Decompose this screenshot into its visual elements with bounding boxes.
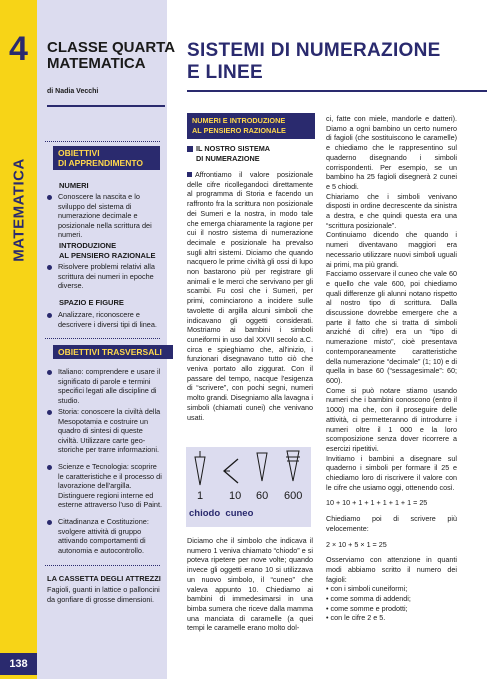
intro-item: Risolvere problemi relativi alla scrittura dei numeri in epoche diverse. bbox=[58, 262, 155, 291]
class-title bbox=[47, 40, 177, 72]
figure-number: 10 bbox=[229, 490, 242, 502]
intro-heading bbox=[59, 241, 156, 261]
objectives-heading-line1: OBIETTIVI bbox=[58, 148, 100, 158]
figure-labels bbox=[189, 508, 253, 519]
list-item: • con le cifre 2 e 5. bbox=[326, 613, 386, 623]
page-number: 138 bbox=[0, 653, 37, 675]
paragraph: Continuiamo dicendo che quando i numeri diventavano maggiori era necessario utilizzare nuovi simboli uguali ai primi, ma più grandi. bbox=[326, 230, 457, 269]
bullet-icon bbox=[47, 465, 52, 470]
trasversali-heading: OBIETTIVI TRASVERSALI bbox=[53, 345, 173, 359]
main-title-line2: E LINEE bbox=[187, 62, 264, 83]
chapter-number: 4 bbox=[9, 30, 28, 68]
numeri-heading: NUMERI bbox=[59, 181, 89, 190]
section-box bbox=[187, 113, 315, 139]
paragraph: ci, fatte con miele, mandorle e datteri). Diamo a ogni bambino un certo numero di fagioli (che sostituiscono le caramelle) e chiediamo che le rappresentino sul quaderno disegnando i simboli corrispondenti. Per esempio, se un bambino ha 25 fagioli disegnerà 2 cunei e 5 chiodi. bbox=[326, 114, 457, 191]
bullet-icon bbox=[47, 195, 52, 200]
header-rule-right bbox=[187, 90, 487, 92]
chiodo-icon bbox=[195, 457, 205, 485]
main-title-line1: SISTEMI DI NUMERAZIONE bbox=[187, 40, 441, 61]
chiodo-label: chiodo bbox=[189, 508, 221, 519]
figure-number: 60 bbox=[256, 490, 269, 502]
side-strip-yellow bbox=[0, 0, 37, 679]
spazio-heading: SPAZIO E FIGURE bbox=[59, 298, 124, 307]
body-text-2: Diciamo che il simbolo che indicava il numero 1 veniva chiamato “chiodo” e si poteva ripetere per nove volte; quando invece gli oggetti erano 10 si utilizzava un nuovo simbolo, il “cuneo” che valeva appunto 10. Chiediamo ai bambini di immedesimarsi in una bimba sumera che riceve dalla mamma una manciata di caramelle (a quei tempi le caramelle erano molto dol- bbox=[187, 536, 313, 633]
trasversali-item: Italiano: comprendere e usare il significato di parole e termini specifici legati alle discipline di studio. bbox=[58, 367, 161, 405]
bullet-icon bbox=[47, 370, 52, 375]
bullet-icon bbox=[47, 410, 52, 415]
paragraph: Osserviamo con attenzione in quanti modi abbiamo scritto il numero dei fagioli: bbox=[326, 555, 457, 584]
author: di Nadia Vecchi bbox=[47, 88, 99, 95]
trasversali-item: Storia: conoscere la civiltà della Mesopotamia e costruire un quadro di sintesi di queste civiltà. Utilizzare carte geo-storiche per trarre informazioni. bbox=[58, 407, 161, 455]
divider bbox=[45, 141, 160, 142]
bullet-icon bbox=[47, 313, 52, 318]
paragraph: Come si può notare stiamo usando numeri che i bambini conoscono (entro il 1000) ma che, con il proseguire delle attività, ci permetteranno di introdurre i numeri oltre il 1 000 e la loro scomposizione senza dover ricorrere a esercizi ripetitivi. bbox=[326, 385, 457, 453]
side-label bbox=[2, 150, 36, 270]
figure-number: 600 bbox=[284, 490, 303, 502]
spazio-item: Analizzare, riconoscere e descrivere i diversi tipi di linea. bbox=[58, 310, 157, 329]
square-bullet-icon bbox=[187, 146, 193, 152]
trasversali-item: Scienze e Tecnologia: scoprire le caratteristiche e il processo di lavorazione dell'argilla. Distinguere regioni interne ed esterne attraverso l'uso di Paint. bbox=[58, 462, 163, 510]
body-text bbox=[187, 170, 313, 422]
numeri-item: Conoscere la nascita e lo sviluppo del sistema di numerazione decimale e posizionale nella scrittura dei numeri. bbox=[58, 192, 152, 240]
body-paragraph: Affrontiamo il valore posizionale delle cifre ricollegandoci direttamente al programma di Storia e facendo un raffronto fra la scrittura non posizionale dei Sumeri e la nostra, in modo tale che emerga chiaramente la ragione per cui il nostro sistema di numerazione decimale e posizionale ha prevalso sugli altri sistemi. Diciamo che quando nacquero le prime civiltà gli ossi di lupo non bastarono più per registrare gli animali e le merci che servivano per gli scambi. Fu così che i Sumeri, per primi, cominciarono a incidere sulle tavolette di argilla alcuni simboli che indicavano gli oggetti considerati. Mostriamo ai bambini i simboli cuneiformi in uso dal XXVII secolo a.C. circa e spieghiamo che, all'inizio, i funzionari disegnavano tutto ciò che veniva portato allo ziggurat. Con il passare del tempo, nacque l'esigenza di “scrivere”, con pochi segni, numeri molto grandi. Disegniamo alla lavagna i simboli (chiamati cunei) che venivano usati. bbox=[187, 170, 313, 422]
tools-text: Fagioli, guanti in lattice o palloncini da gonfiare di grosse dimensioni. bbox=[47, 585, 160, 604]
objectives-heading bbox=[53, 146, 160, 170]
large-chiodo-icon bbox=[257, 453, 267, 481]
paragraph: Invitiamo i bambini a disegnare sul quaderno i simboli per formare il 25 e chiediamo loro di riscrivere il valore con le cifre che usiamo oggi, ottenendo così. bbox=[326, 453, 457, 492]
tools-heading: LA CASSETTA DEGLI ATTREZZI bbox=[47, 574, 161, 583]
large-cuneo-icon bbox=[287, 451, 299, 481]
section-box-line2: AL PENSIERO RAZIONALE bbox=[192, 126, 286, 135]
trasversali-item: Cittadinanza e Costituzione: svolgere attività di gruppo attivando comportamenti di autonomia e autocontrollo. bbox=[58, 517, 149, 555]
intro-heading-line1: INTRODUZIONE bbox=[59, 241, 117, 250]
intro-heading-line2: AL PENSIERO RAZIONALE bbox=[59, 251, 156, 260]
side-label-text: MATEMATICA bbox=[10, 158, 28, 262]
section-heading bbox=[196, 144, 270, 163]
divider bbox=[45, 338, 160, 339]
section-heading-line1: IL NOSTRO SISTEMA bbox=[196, 144, 271, 153]
class-title-line2: MATEMATICA bbox=[47, 55, 146, 72]
section-heading-line2: DI NUMERAZIONE bbox=[196, 153, 260, 163]
objectives-heading-line2: DI APPRENDIMENTO bbox=[58, 158, 144, 168]
header-rule-left bbox=[47, 105, 165, 107]
equation: 10 + 10 + 1 + 1 + 1 + 1 + 1 = 25 bbox=[326, 498, 428, 508]
cuneo-label: cuneo bbox=[225, 508, 254, 519]
bullet-icon bbox=[47, 265, 52, 270]
right-column bbox=[326, 114, 457, 623]
list-item: • con i simboli cuneiformi; bbox=[326, 584, 408, 594]
equation: 2 × 10 + 5 × 1 = 25 bbox=[326, 539, 387, 549]
list-item: • come somme e prodotti; bbox=[326, 603, 408, 613]
list-item: • come somma di addendi; bbox=[326, 594, 411, 604]
bullet-icon bbox=[47, 520, 52, 525]
paragraph: Chiariamo che i simboli venivano disposti in ordine decrescente da sinistra a destra, e che quindi questa era una “scrittura posizionale”. bbox=[326, 191, 457, 230]
square-bullet-icon bbox=[187, 172, 192, 177]
class-title-line1: CLASSE QUARTA bbox=[47, 39, 176, 56]
paragraph: Facciamo osservare il cuneo che vale 60 e quello che vale 600, poi chiediamo quali differenze gli alunni notano rispetto al nostro tipo di scrittura. Dalla discussione dovrebbe emergere che a parte il fatto che si tratta di simboli anziché di cifre) era un “tipo di numerazione misto”, cioè presentava contemporaneamente caratteristiche della numerazione “decimale” (1; 10) e di quella in base 60 (“sessagesimale”: 60; 600). bbox=[326, 269, 457, 385]
divider bbox=[45, 565, 160, 566]
paragraph: Chiediamo poi di scrivere più velocemente: bbox=[326, 514, 457, 533]
figure-number: 1 bbox=[197, 490, 204, 502]
section-box-line1: NUMERI E INTRODUZIONE bbox=[192, 116, 286, 125]
main-title bbox=[187, 40, 487, 84]
